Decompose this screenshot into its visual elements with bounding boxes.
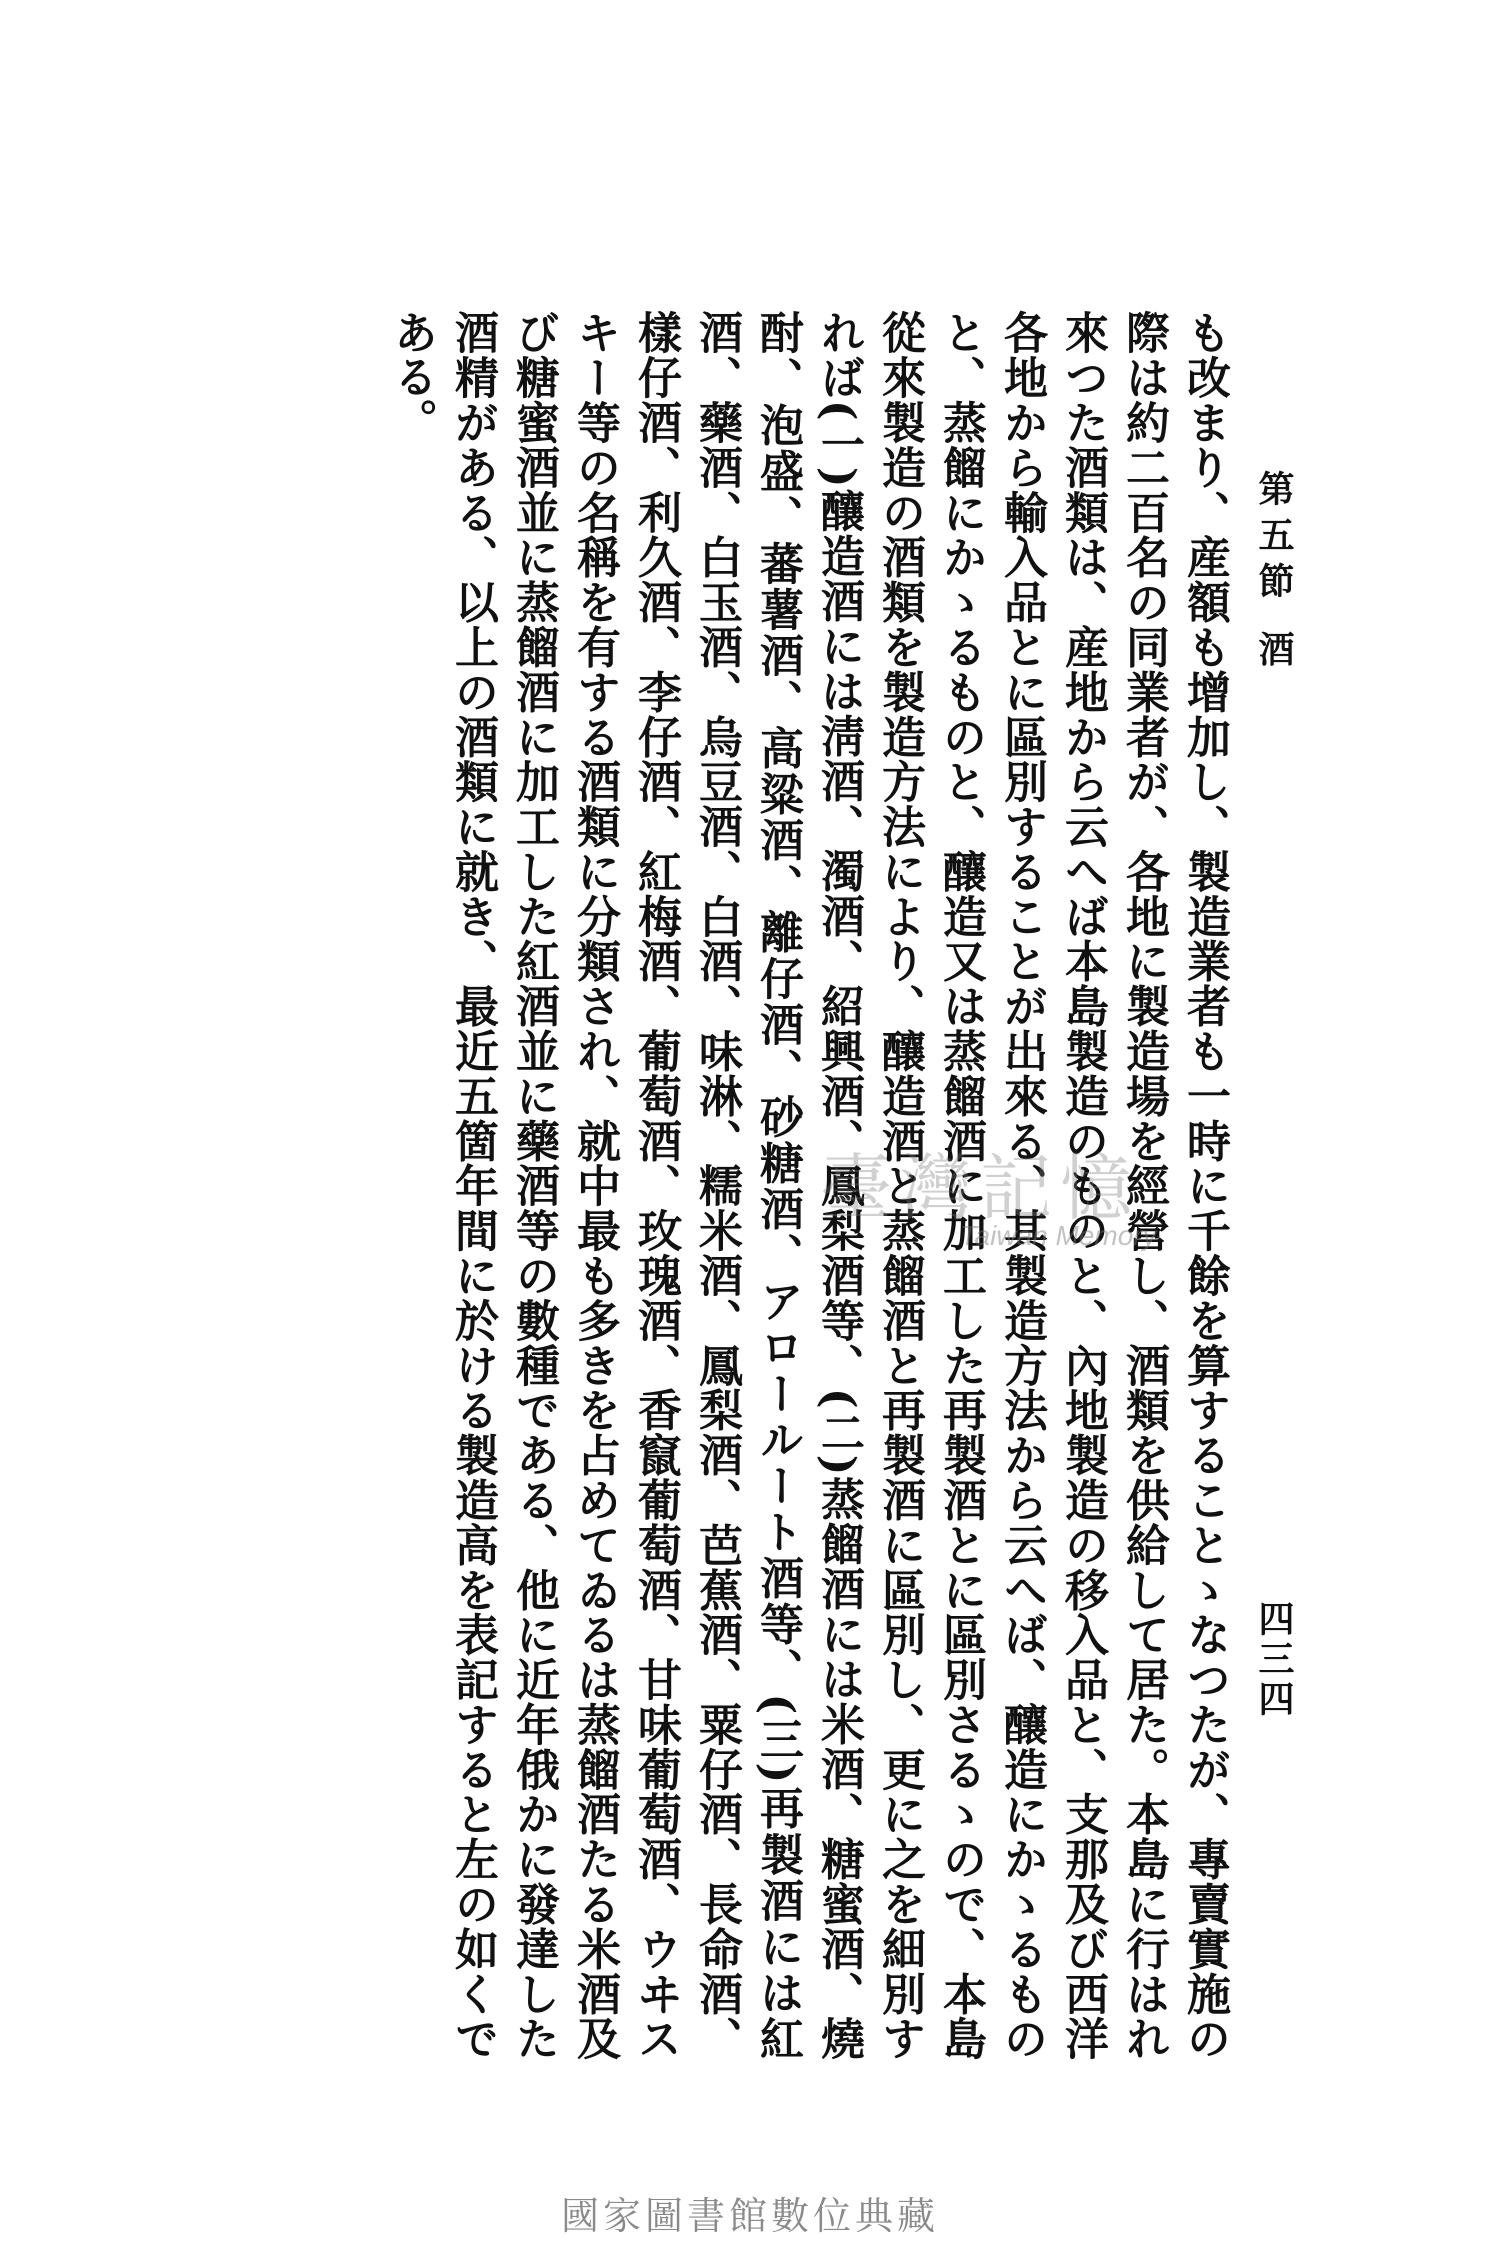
running-head-section-title: 第五節 酒: [1253, 470, 1295, 677]
watermark-logo-text: 臺灣記憶: [820, 1146, 1141, 1230]
running-head-page-number: 四三四: [1253, 1600, 1295, 1720]
body-text: も改まり、産額も增加し、製造業者も一時に千餘を算することゝなつたが、專賣實施の際は約二百名の同業者が、各地に製造場を經營し、酒類を供給して居た。本島に行はれ來つた酒類は、産地から云へば本島製造のものと、內地製造の移入品と、支那及び西洋各地から輸入品とに區別することが出來る、其製造方法から云へば、釀造にかゝるものと、蒸餾にかゝるものと、釀造又は蒸餾酒に加工した再製酒とに區別さるゝので、本島從來製造の酒類を製造方法により、釀造酒と蒸餾酒と再製酒に區別し、更に之を細別すれば(一)釀造酒には淸酒、濁酒、紹興酒、鳳梨酒等、(二)蒸餾酒には米酒、糖蜜酒、燒酎、泡盛、蕃薯酒、高粱酒、離仔酒、砂糖酒、アロールート酒等、(三)再製酒には紅酒、藥酒、白玉酒、烏豆酒、白酒、味淋、糯米酒、鳳梨酒、芭蕉酒、粟仔酒、長命酒、樣仔酒、利久酒、李仔酒、紅梅酒、葡萄酒、玫瑰酒、香竄葡萄酒、甘味葡萄酒、ウヰスキー等の名稱を有する酒類に分類され、就中最も多きを占めてゐるは蒸餾酒たる米酒及び糖蜜酒並に蒸餾酒に加工した紅酒並に藥酒等の數種である、他に近年俄かに發達した酒精がある、以上の酒類に就き、最近五箇年間に於ける製造高を表記すると左の如くである。: [386, 310, 1230, 2060]
watermark-logo-subtitle: Taiwan Memory: [960, 1220, 1157, 1251]
footer-credit: 國家圖書館數位典藏: [560, 2194, 939, 2238]
